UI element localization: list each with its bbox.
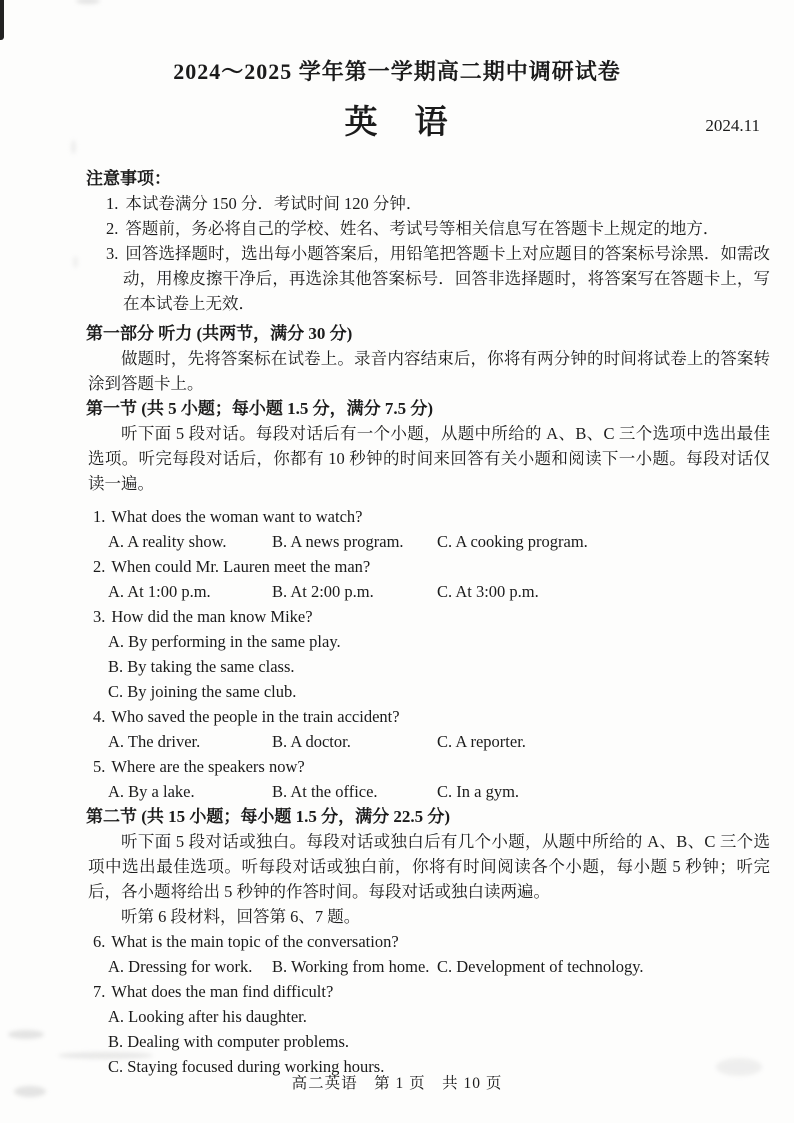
question-number: 5. bbox=[93, 757, 106, 776]
question-text bbox=[93, 979, 770, 1004]
question-number: 6. bbox=[93, 932, 106, 951]
part1-intro: 做题时，先将答案标在试卷上。录音内容结束后，你将有两分钟的时间将试卷上的答案转涂到答题卡上。 bbox=[88, 349, 770, 393]
notice-item-number: 1. bbox=[106, 194, 119, 213]
option-c: C. A reporter. bbox=[437, 732, 526, 751]
question-stem: What is the main topic of the conversation? bbox=[111, 932, 399, 951]
option-b: B. By taking the same class. bbox=[108, 657, 295, 676]
question-6 bbox=[0, 929, 794, 979]
question-4 bbox=[0, 704, 794, 754]
notice-item bbox=[106, 191, 770, 216]
question-stem: Who saved the people in the train accident? bbox=[111, 707, 400, 726]
exam-date: 2024.11 bbox=[705, 116, 760, 135]
question-2 bbox=[0, 554, 794, 604]
option-b: B. At the office. bbox=[272, 782, 378, 801]
notice-item-number: 3. bbox=[106, 244, 119, 263]
subject-title: 英 语 bbox=[344, 105, 450, 141]
part1-heading: 第一部分 听力 (共两节，满分 30 分) bbox=[86, 324, 353, 343]
notice-list bbox=[0, 191, 794, 316]
option-b: B. Working from home. bbox=[272, 957, 430, 976]
options-row bbox=[108, 579, 784, 604]
options-row bbox=[108, 529, 784, 554]
section1-questions bbox=[0, 504, 794, 804]
question-1 bbox=[0, 504, 794, 554]
question-3 bbox=[0, 604, 794, 704]
question-number: 3. bbox=[93, 607, 106, 626]
section1-intro: 听下面 5 段对话。每段对话后有一个小题，从题中所给的 A、B、C 三个选项中选出最佳选项。听完每段对话后，你都有 10 秒钟的时间来回答有关小题和阅读下一小题。每段对话仅读一遍。 bbox=[88, 424, 770, 493]
notice-heading: 注意事项： bbox=[86, 169, 171, 188]
option-c: C. A cooking program. bbox=[437, 532, 588, 551]
page-footer: 高二英语 第 1 页 共 10 页 bbox=[291, 1075, 503, 1092]
scan-artifact bbox=[0, 0, 4, 40]
question-text bbox=[93, 554, 770, 579]
options-stacked bbox=[0, 629, 794, 704]
option-a: A. Dressing for work. bbox=[108, 957, 253, 976]
option-c: C. By joining the same club. bbox=[108, 682, 297, 701]
section2-heading: 第二节 (共 15 小题；每小题 1.5 分，满分 22.5 分) bbox=[86, 807, 451, 826]
options-row bbox=[108, 954, 784, 979]
question-text bbox=[93, 704, 770, 729]
option-b: B. At 2:00 p.m. bbox=[272, 582, 374, 601]
notice-item-text: 回答选择题时，选出每小题答案后，用铅笔把答题卡上对应题目的答案标号涂黑．如需改动，用橡皮擦干净后，再选涂其他答案标号．回答非选择题时，将答案写在答题卡上，写在本试卷上无效． bbox=[123, 244, 770, 313]
question-stem: What does the woman want to watch? bbox=[111, 507, 363, 526]
section2-intro: 听下面 5 段对话或独白。每段对话或独白后有几个小题，从题中所给的 A、B、C 三个选项中选出最佳选项。听每段对话或独白前，你将有时间阅读各个小题，每小题 5 秒钟；听完后，各小题将给出 5 秒钟的作答时间。每段对话或独白读两遍。 bbox=[88, 832, 770, 901]
option-b: B. A doctor. bbox=[272, 732, 351, 751]
question-stem: Where are the speakers now? bbox=[111, 757, 305, 776]
question-text bbox=[93, 504, 770, 529]
question-number: 4. bbox=[93, 707, 106, 726]
notice-item-number: 2. bbox=[106, 219, 119, 238]
option-c: C. Staying focused during working hours. bbox=[108, 1057, 385, 1076]
question-7 bbox=[0, 979, 794, 1079]
question-number: 2. bbox=[93, 557, 106, 576]
question-number: 1. bbox=[93, 507, 106, 526]
question-stem: How did the man know Mike? bbox=[111, 607, 313, 626]
option-a: A. At 1:00 p.m. bbox=[108, 582, 211, 601]
question-text bbox=[93, 754, 770, 779]
options-row bbox=[108, 729, 784, 754]
option-a: A. A reality show. bbox=[108, 532, 227, 551]
question-5 bbox=[0, 754, 794, 804]
notice-item-text: 本试卷满分 150 分．考试时间 120 分钟． bbox=[125, 194, 423, 213]
option-c: C. Development of technology. bbox=[437, 957, 644, 976]
scan-artifact bbox=[73, 256, 78, 268]
section1-heading: 第一节 (共 5 小题；每小题 1.5 分，满分 7.5 分) bbox=[86, 399, 434, 418]
question-number: 7. bbox=[93, 982, 106, 1001]
question-stem: When could Mr. Lauren meet the man? bbox=[111, 557, 371, 576]
notice-item bbox=[106, 216, 770, 241]
options-row bbox=[108, 779, 784, 804]
option-c: C. At 3:00 p.m. bbox=[437, 582, 539, 601]
question-text bbox=[93, 604, 770, 629]
notice-item bbox=[106, 241, 770, 316]
option-b: B. Dealing with computer problems. bbox=[108, 1032, 350, 1051]
option-a: A. Looking after his daughter. bbox=[108, 1007, 307, 1026]
options-stacked bbox=[0, 1004, 794, 1079]
option-c: C. In a gym. bbox=[437, 782, 520, 801]
question-text bbox=[93, 929, 770, 954]
option-a: A. By performing in the same play. bbox=[108, 632, 341, 651]
option-b: B. A news program. bbox=[272, 532, 404, 551]
question-stem: What does the man find difficult? bbox=[111, 982, 334, 1001]
notice-item-text: 答题前，务必将自己的学校、姓名、考试号等相关信息写在答题卡上规定的地方． bbox=[125, 219, 720, 238]
material-note: 听第 6 段材料，回答第 6、7 题。 bbox=[121, 907, 361, 926]
subject-row bbox=[0, 94, 794, 148]
page-title: 2024～2025 学年第一学期高二期中调研试卷 bbox=[173, 59, 621, 84]
scan-artifact bbox=[8, 1030, 44, 1039]
option-a: A. The driver. bbox=[108, 732, 201, 751]
scan-artifact bbox=[58, 1052, 153, 1059]
option-a: A. By a lake. bbox=[108, 782, 195, 801]
